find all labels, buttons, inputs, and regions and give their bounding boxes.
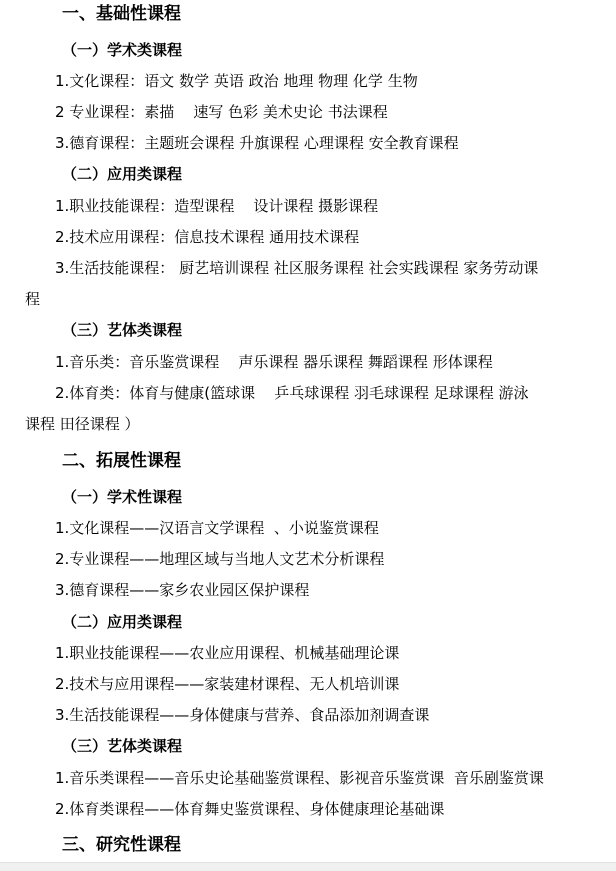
section-1-applied-item: 2.技术应用课程：信息技术课程 通用技术课程	[55, 228, 360, 246]
section-2-academic-heading: （一）学术性课程	[62, 488, 183, 506]
section-1-applied-heading: （二）应用类课程	[62, 165, 183, 183]
section-2-academic-item: 1.文化课程——汉语言文学课程 、小说鉴赏课程	[55, 519, 379, 537]
section-1-arts-item: 2.体育类：体育与健康(篮球课 乒乓球课程 羽毛球课程 足球课程 游泳	[55, 384, 529, 402]
section-1-arts-heading: （三）艺体类课程	[62, 321, 183, 339]
section-2-academic-item: 2.专业课程——地理区域与当地人文艺术分析课程	[55, 550, 385, 568]
section-2-applied-item: 1.职业技能课程——农业应用课程、机械基础理论课	[55, 644, 400, 662]
section-1-applied-item-wrap: 程	[25, 290, 41, 308]
section-1-applied-item: 3.生活技能课程： 厨艺培训课程 社区服务课程 社会实践课程 家务劳动课	[55, 259, 539, 277]
section-2-applied-heading: （二）应用类课程	[62, 613, 183, 631]
section-1-title: 一、基础性课程	[62, 4, 181, 24]
section-2-academic-item: 3.德育课程——家乡农业园区保护课程	[55, 581, 310, 599]
section-1-arts-item: 1.音乐类：音乐鉴赏课程 声乐课程 器乐课程 舞蹈课程 形体课程	[55, 353, 493, 371]
section-1-academic-heading: （一）学术类课程	[62, 41, 183, 59]
section-2-applied-item: 3.生活技能课程——身体健康与营养、食品添加剂调查课	[55, 706, 430, 724]
section-1-applied-item: 1.职业技能课程：造型课程 设计课程 摄影课程	[55, 197, 379, 215]
section-2-arts-item: 1.音乐类课程——音乐史论基础鉴赏课程、影视音乐鉴赏课 音乐剧鉴赏课	[55, 769, 544, 787]
section-2-arts-item: 2.体育类课程——体育舞史鉴赏课程、身体健康理论基础课	[55, 800, 445, 818]
section-2-arts-heading: （三）艺体类课程	[62, 737, 183, 755]
section-1-academic-item: 1.文化课程：语文 数学 英语 政治 地理 物理 化学 生物	[55, 72, 418, 90]
section-1-arts-item-wrap: 课程 田径课程 ）	[25, 415, 140, 433]
section-2-title: 二、拓展性课程	[62, 451, 181, 471]
section-1-academic-item: 2 专业课程：素描 速写 色彩 美术史论 书法课程	[55, 103, 388, 121]
section-3-title: 三、研究性课程	[62, 835, 181, 855]
section-1-academic-item: 3.德育课程：主题班会课程 升旗课程 心理课程 安全教育课程	[55, 134, 459, 152]
section-2-applied-item: 2.技术与应用课程——家装建材课程、无人机培训课	[55, 675, 400, 693]
